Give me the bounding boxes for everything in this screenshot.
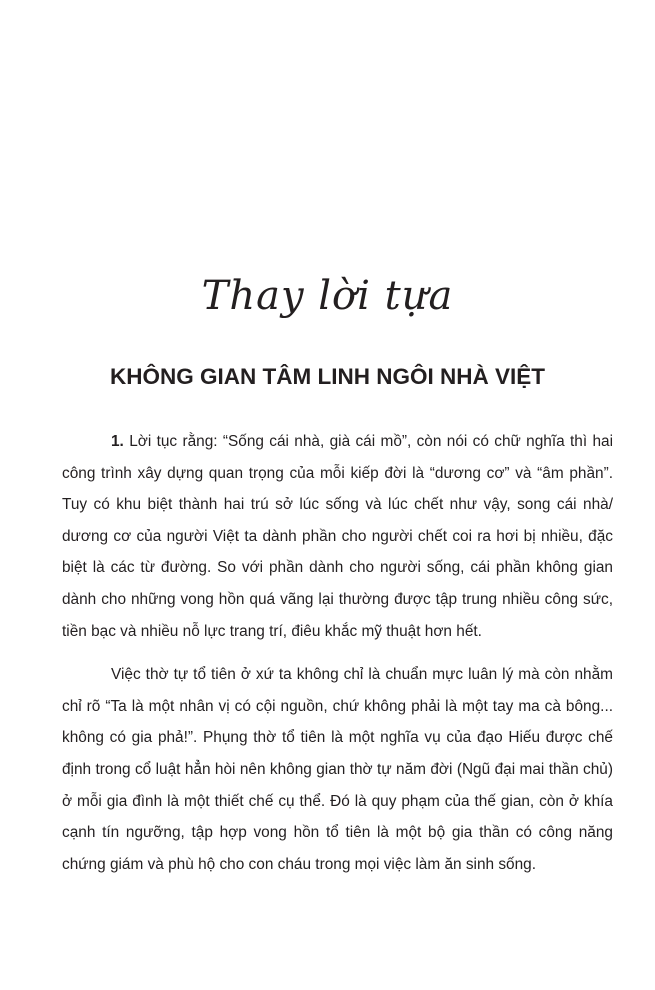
preface-script-title: Thay lời tựa (201, 273, 454, 319)
paragraph-number: 1. (111, 433, 124, 450)
paragraph-2 (62, 659, 613, 880)
chapter-heading: KHÔNG GIAN TÂM LINH NGÔI NHÀ VIỆT (110, 364, 545, 389)
paragraph-1 (62, 426, 613, 647)
paragraph-2-text: Việc thờ tự tổ tiên ở xứ ta không chỉ là chuẩn mực luân lý mà còn nhằm chỉ rõ “Ta là một nhân vị có cội nguồn, chứ không phải là một tay ma cà bông... không có gia phả!”. Phụng thờ tổ tiên là một nghĩa vụ của đạo Hiếu được chế định trong cổ luật hẳn hòi nên không gian thờ tự năm đời (Ngũ đại mai thần chủ) ở mỗi gia đình là một thiết chế cụ thể. Đó là quy phạm của thế gian, còn ở khía cạnh tín ngưỡng, tập hợp vong hồn tổ tiên là một bộ gia thần có công năng chứng giám và phù hộ cho con cháu trong mọi việc làm ăn sinh sống. (62, 666, 613, 873)
body-text (62, 426, 613, 880)
paragraph-1-text: Lời tục rằng: “Sống cái nhà, già cái mồ”, còn nói có chữ nghĩa thì hai công trình xây dựng quan trọng của mỗi kiếp đời là “dương cơ” và “âm phần”. Tuy có khu biệt thành hai trú sở lúc sống và lúc chết như vậy, song cái nhà/ dương cơ của người Việt ta dành phần cho người chết coi ra hơi bị nhiều, đặc biệt là các từ đường. So với phần dành cho người sống, cái phần không gian dành cho những vong hồn quá vãng lại thường được tập trung nhiều công sức, tiền bạc và nhiều nỗ lực trang trí, điêu khắc mỹ thuật hơn hết. (62, 433, 613, 640)
